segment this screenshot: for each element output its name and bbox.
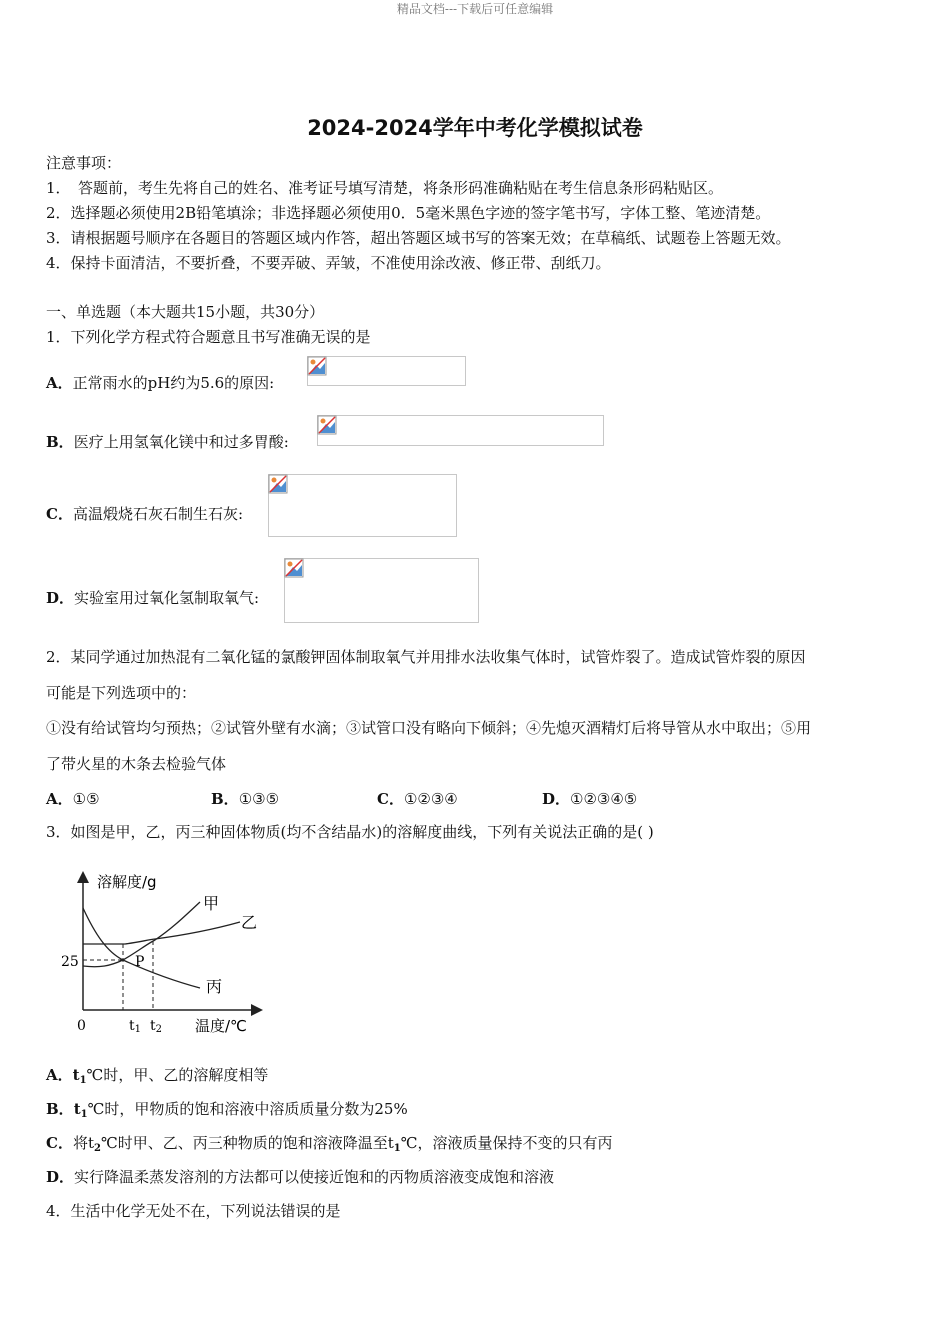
section-heading: 一、单选题（本大题共15小题，共30分）: [46, 303, 325, 321]
broken-image-icon: [268, 474, 288, 494]
t2-text: t: [150, 1018, 156, 1034]
option-label: D．: [46, 589, 75, 607]
t1-label: [129, 1018, 141, 1035]
option-text-pre: 将t: [72, 1134, 94, 1152]
q2-stem-line-1: 2．某同学通过加热混有二氧化锰的氯酸钾固体制取氧气并用排水法收集气体时，试管炸裂了。造成试管炸裂的原因: [46, 648, 806, 666]
curve-yi: [83, 922, 240, 944]
q1-option-a: [46, 372, 274, 393]
q2-option-c: [377, 788, 458, 809]
notice-item-4: 4．保持卡面清洁，不要折叠，不要弄破、弄皱，不准使用涂改液、修正带、刮纸刀。: [46, 254, 611, 272]
option-label: B．: [46, 1100, 74, 1118]
q3-option-a: [46, 1064, 268, 1086]
option-text: 实行降温柔蒸发溶剂的方法都可以使接近饱和的丙物质溶液变成饱和溶液: [74, 1168, 555, 1186]
curve-yi-label: 乙: [241, 913, 258, 932]
origin-label: 0: [77, 1018, 86, 1034]
t1-subscript: 1: [134, 1024, 142, 1035]
option-label: A．: [46, 374, 73, 392]
option-label: A．: [46, 1066, 73, 1084]
solubility-curve-diagram: [55, 862, 270, 1042]
q1-b-equation-image: [317, 415, 604, 446]
broken-image-icon: [307, 356, 327, 376]
option-subscript: 1: [80, 1109, 88, 1120]
notice-item-1: 1． 答题前，考生先将自己的姓名、准考证号填写清楚，将条形码准确粘贴在考生信息条形码粘贴区。: [46, 179, 724, 197]
x-axis-label: 温度/℃: [195, 1017, 247, 1035]
q2-stem-line-2: 可能是下列选项中的：: [46, 684, 197, 702]
option-text-post: ℃时，甲、乙的溶解度相等: [86, 1066, 269, 1084]
option-text: 正常雨水的pH约为5.6的原因:: [72, 374, 275, 392]
option-subscript: 2: [93, 1143, 101, 1154]
option-text: ①⑤: [72, 790, 100, 808]
option-label: B．: [46, 433, 74, 451]
curve-bing-label: 丙: [206, 977, 223, 996]
option-text: ①②③④: [403, 790, 458, 808]
q4-stem: 4．生活中化学无处不在，下列说法错误的是: [46, 1202, 341, 1220]
broken-image-icon: [284, 558, 304, 578]
t1-text: t: [129, 1018, 135, 1034]
option-label: C．: [377, 790, 404, 808]
option-text-post: ℃时，甲物质的饱和溶液中溶质质量分数为25%: [87, 1100, 408, 1118]
point-p-label: P: [135, 954, 145, 970]
option-text-pre: t: [73, 1100, 81, 1118]
option-subscript: 1: [79, 1075, 87, 1086]
option-subscript-2: 1: [393, 1143, 401, 1154]
option-text: 实验室用过氧化氢制取氧气:: [74, 589, 260, 607]
q2-option-b: [211, 788, 279, 809]
q2-stem-line-4: 了带火星的木条去检验气体: [46, 755, 227, 773]
option-text: 高温煅烧石灰石制生石灰:: [72, 505, 244, 523]
curve-jia-label: 甲: [203, 894, 220, 913]
t2-label: [150, 1018, 162, 1035]
y-tick-25: 25: [61, 954, 79, 970]
y-axis-label: 溶解度/g: [97, 873, 157, 891]
notice-item-3: 3．请根据题号顺序在各题目的答题区域内作答，超出答题区域书写的答案无效；在草稿纸、试题卷上答题无效。: [46, 229, 791, 247]
notice-heading: 注意事项：: [46, 154, 122, 172]
q1-option-d: [46, 587, 259, 608]
q3-option-d: [46, 1166, 554, 1187]
option-text-mid: ℃时甲、乙、丙三种物质的饱和溶液降温至t: [100, 1134, 394, 1152]
option-label: A．: [46, 790, 73, 808]
option-text: ①②③④⑤: [570, 790, 638, 808]
q2-option-a: [46, 788, 100, 809]
q2-option-d: [542, 788, 637, 809]
option-label: D．: [46, 1168, 75, 1186]
option-label: C．: [46, 505, 73, 523]
notice-item-2: 2．选择题必须使用2B铅笔填涂；非选择题必须使用0．5毫米黑色字迹的签字笔书写，字体工整、笔迹清楚。: [46, 204, 771, 222]
q1-option-c: [46, 503, 243, 524]
broken-image-icon: [317, 415, 337, 435]
option-label: C．: [46, 1134, 73, 1152]
q3-option-b: [46, 1098, 408, 1120]
q1-stem: 1．下列化学方程式符合题意且书写准确无误的是: [46, 328, 371, 346]
option-text-pre: t: [72, 1066, 80, 1084]
q1-c-equation-image: [268, 474, 457, 537]
q1-d-equation-image: [284, 558, 479, 623]
option-label: D．: [542, 790, 571, 808]
option-text-post: ℃，溶液质量保持不变的只有丙: [400, 1134, 613, 1152]
option-text: ①③⑤: [238, 790, 280, 808]
q2-stem-line-3: ①没有给试管均匀预热；②试管外壁有水滴；③试管口没有略向下倾斜；④先熄灭酒精灯后将导管从水中取出；⑤用: [46, 719, 812, 737]
q3-option-c: [46, 1132, 613, 1154]
option-label: B．: [211, 790, 239, 808]
page-title: 2024-2024学年中考化学模拟试卷: [307, 116, 643, 140]
page-header: 精品文档---下载后可任意编辑: [396, 2, 554, 16]
t2-subscript: 2: [155, 1024, 163, 1035]
option-text: 医疗上用氢氧化镁中和过多胃酸:: [73, 433, 289, 451]
q3-stem: 3．如图是甲，乙，丙三种固体物质(均不含结晶水)的溶解度曲线，下列有关说法正确的是( ): [46, 823, 654, 841]
q1-option-b: [46, 431, 289, 452]
q1-a-equation-image: [307, 356, 466, 386]
